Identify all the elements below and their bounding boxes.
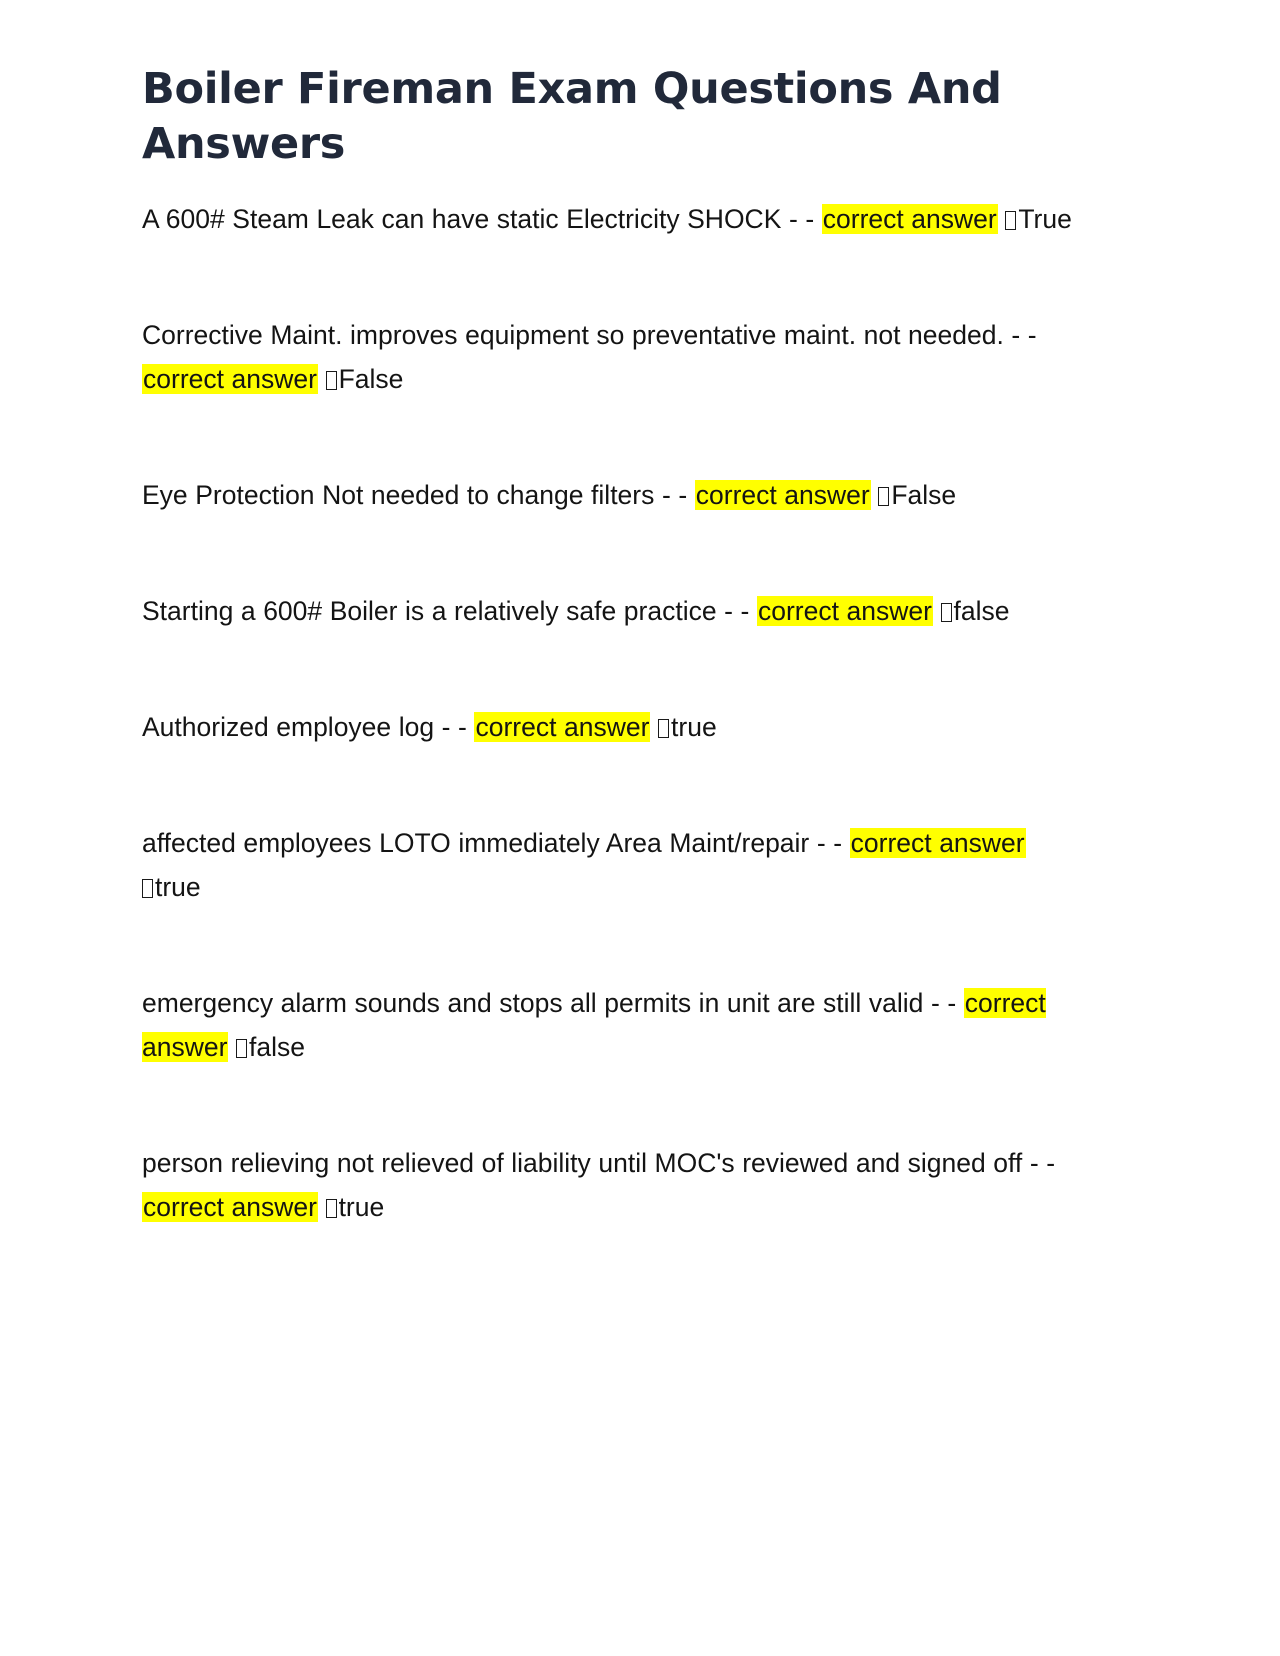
answer-text: true — [155, 871, 201, 902]
question-text: Authorized employee log — [142, 711, 435, 742]
checkbox-icon — [878, 487, 889, 506]
question-text: Eye Protection Not needed to change filters — [142, 480, 655, 511]
answer-text: False — [338, 364, 404, 395]
page-title: Boiler Fireman Exam Questions And Answers — [142, 64, 1002, 170]
answer-text: false — [249, 1031, 305, 1062]
checkbox-icon — [658, 719, 669, 738]
correct-answer-marker: correct answer — [143, 364, 317, 395]
answer-text: True — [1018, 204, 1072, 235]
checkbox-icon — [236, 1039, 247, 1058]
separator: - - — [441, 711, 467, 742]
checkbox-icon — [1005, 211, 1016, 230]
checkbox-icon — [142, 879, 153, 898]
correct-answer-marker: correct answer — [757, 596, 932, 626]
correct-answer-marker: correct answer — [143, 1191, 317, 1222]
correct-answer-marker: correct answer — [850, 827, 1025, 858]
question-text: emergency alarm sounds and stops all permits in unit are still valid — [142, 987, 924, 1018]
answer-text: false — [953, 596, 1010, 626]
correct-answer-marker: correct answer — [475, 711, 650, 742]
correct-answer-marker: correct answer — [142, 987, 1046, 1062]
qa-item — [142, 1142, 1082, 1230]
separator: - - — [661, 480, 688, 511]
separator: - - — [788, 204, 815, 235]
separator: - - — [1011, 320, 1037, 351]
question-text: Starting a 600# Boiler is a relatively safe practice — [142, 596, 717, 626]
question-answer-list — [142, 198, 1140, 1230]
question-text: Corrective Maint. improves equipment so preventative maint. not needed. — [142, 320, 1004, 351]
qa-item — [142, 198, 1082, 242]
question-text: person relieving not relieved of liability until MOC's reviewed and signed off — [142, 1147, 1023, 1178]
qa-item — [142, 822, 1082, 910]
answer-text: true — [338, 1191, 385, 1222]
separator: - - — [1029, 1147, 1056, 1178]
qa-item — [142, 982, 1082, 1070]
separator: - - — [724, 596, 750, 626]
separator: - - — [816, 827, 843, 858]
question-text: A 600# Steam Leak can have static Electricity SHOCK — [142, 204, 782, 235]
correct-answer-marker: correct answer — [695, 480, 870, 511]
question-text: affected employees LOTO immediately Area Maint/repair — [142, 827, 810, 858]
answer-text: true — [671, 711, 717, 742]
correct-answer-marker: correct answer — [822, 204, 997, 235]
checkbox-icon — [326, 1199, 337, 1218]
answer-text: False — [891, 480, 957, 511]
qa-item — [142, 474, 1082, 518]
checkbox-icon — [326, 371, 337, 390]
separator: - - — [930, 987, 957, 1018]
qa-item — [142, 314, 1082, 402]
checkbox-icon — [941, 603, 952, 622]
qa-item — [142, 706, 1082, 750]
qa-item — [142, 590, 1082, 634]
